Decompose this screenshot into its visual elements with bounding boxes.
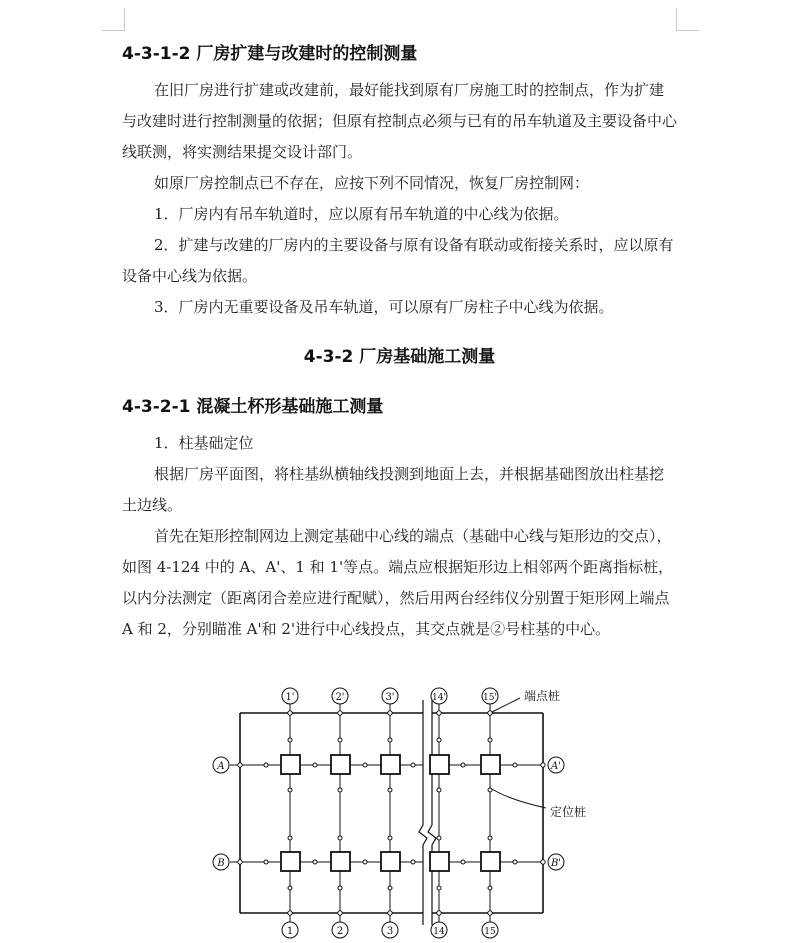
axis-label-right-b: B' [550, 858, 562, 869]
axis-label-bottom-2: 2 [336, 926, 344, 937]
axis-label-top-1: 1' [285, 692, 295, 703]
section-heading-4-3-1-2: 4-3-1-2 厂房扩建与改建时的控制测量 [122, 44, 418, 64]
paragraph-expansion-control: 在旧厂房进行扩建或改建前，最好能找到原有厂房施工时的控制点，作为扩建与改建时进行控制测量的依据；但原有控制点必须与已有的吊车轨道及主要设备中心线联测，将实测结果提交设计部门。 [122, 81, 678, 161]
axis-label-bottom-14: 14 [433, 927, 445, 937]
stake-points [238, 711, 545, 915]
axis-label-left-b: B [217, 858, 225, 869]
axis-label-bottom-15: 15 [484, 927, 496, 937]
axis-label-left-a: A [217, 761, 225, 772]
control-rectangle [240, 713, 543, 913]
list-item-columns: 3．厂房内无重要设备及吊车轨道，可以原有厂房柱子中心线为依据。 [154, 298, 614, 316]
list-item-column-foundation: 1．柱基础定位 [154, 434, 254, 452]
paragraph-axis-projection: 根据厂房平面图，将柱基纵横轴线投测到地面上去，并根据基础图放出柱基挖土边线。 [122, 465, 665, 514]
annotation-locating-stake: 定位桩 [550, 805, 587, 819]
annotation-end-stake: 端点桩 [524, 689, 561, 703]
paragraph-restore-network: 如原厂房控制点已不存在，应按下列不同情况，恢复厂房控制网： [154, 174, 590, 192]
chapter-heading-4-3-2: 4-3-2 厂房基础施工测量 [303, 347, 496, 367]
annotation-leaders [492, 698, 546, 808]
break-lines [419, 700, 436, 925]
axis-label-top-15: 15' [483, 693, 497, 703]
list-item-crane-rail: 1．厂房内有吊车轨道时，应以原有吊车轨道的中心线为依据。 [154, 205, 569, 223]
axis-label-right-a: A' [551, 761, 561, 772]
axis-label-bottom-1: 1 [286, 926, 294, 937]
axis-label-top-3: 3' [385, 692, 395, 703]
list-item-equipment: 2．扩建与改建的厂房内的主要设备与原有设备有联动或衔接关系时，应以原有设备中心线为依据。 [122, 236, 674, 285]
axis-label-top-2: 2' [335, 692, 345, 703]
horizontal-axis-lines [230, 765, 545, 862]
axis-label-bottom-3: 3 [386, 926, 394, 937]
section-heading-4-3-2-1: 4-3-2-1 混凝土杯形基础施工测量 [122, 397, 384, 417]
axis-label-top-14: 14' [432, 693, 446, 703]
paragraph-endpoint-method: 首先在矩形控制网边上测定基础中心线的端点（基础中心线与矩形边的交点），如图 4-124 中的 A、A'、1 和 1'等点。端点应根据矩形边上相邻两个距离指标桩，以内分法测定（距离闭合差应进行配赋），然后用两台经纬仪分别置于矩形网上端点 A 和 2，分别瞄准 A'和 2'进行中心线投点，其交点就是②号柱基的中心。 [122, 527, 674, 638]
